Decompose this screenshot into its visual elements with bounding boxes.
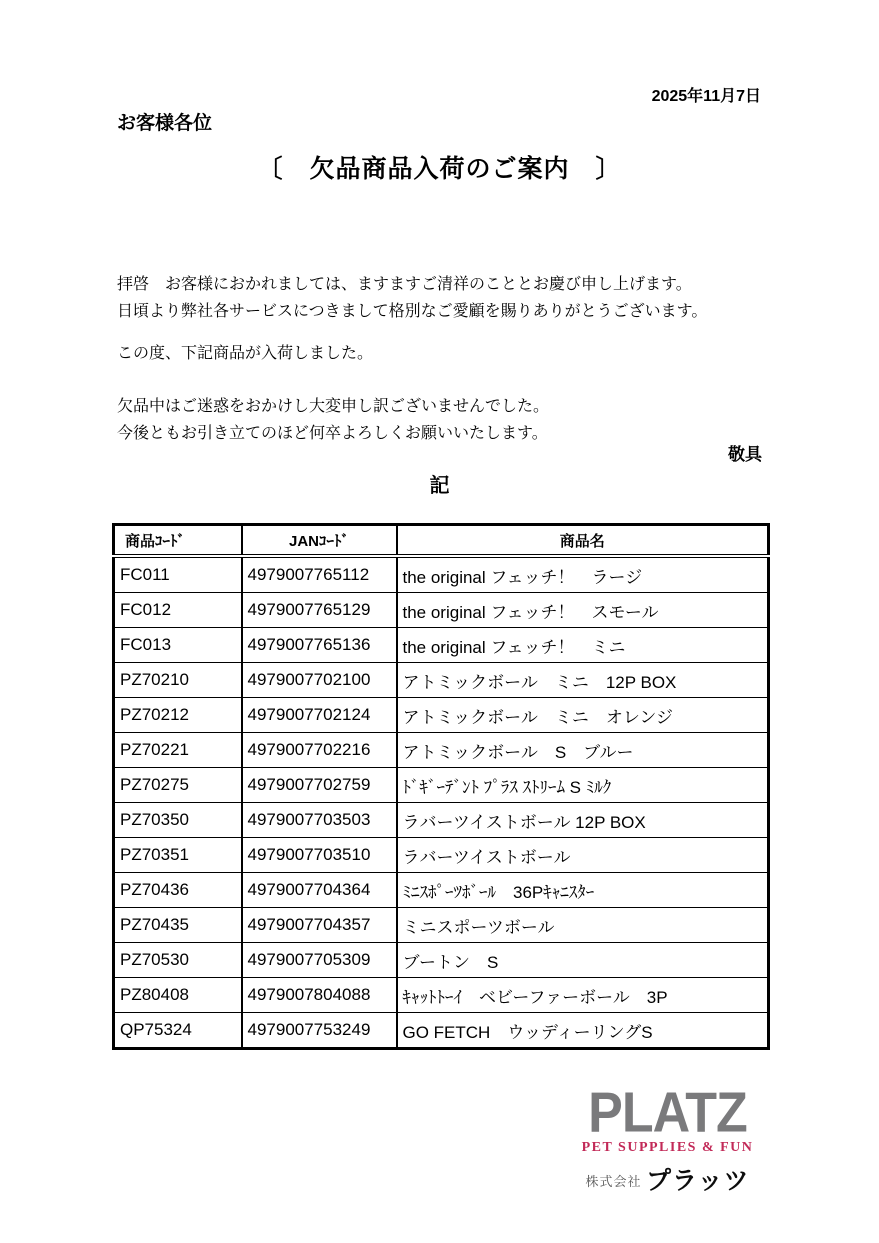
product-table (112, 523, 770, 1050)
company-logo (560, 1081, 775, 1195)
record-marker-ki: 記 (429, 475, 450, 497)
jan-code-cell: 4979007702759 (242, 768, 397, 803)
product-code-cell: PZ70221 (114, 733, 242, 768)
jan-code-header: JANｺｰﾄﾞ (242, 525, 397, 557)
product-name-cell: アトミックボール ミニ 12P BOX (397, 663, 769, 698)
company-name-line (560, 1169, 775, 1194)
arrival-notice-line: この度、下記商品が入荷しました。 (117, 345, 374, 362)
product-code-cell: PZ70435 (114, 908, 242, 943)
document-title: 〔 欠品商品入荷のご案内 〕 (257, 155, 622, 183)
jan-code-cell: 4979007704364 (242, 873, 397, 908)
product-name-cell: the original フェッチ！ ラージ (397, 556, 769, 593)
product-name-cell: アトミックボール ミニ オレンジ (397, 698, 769, 733)
product-code-cell: FC013 (114, 628, 242, 663)
product-name-cell: ブートン S (397, 943, 769, 978)
closing-keigu: 敬具 (728, 445, 762, 464)
product-name-cell: ﾐﾆｽﾎﾟｰﾂﾎﾞｰﾙ 36Pｷｬﾆｽﾀｰ (397, 873, 769, 908)
recipient-line: お客様各位 (117, 113, 213, 134)
apology-line-2: 今後ともお引き立てのほど何卒よろしくお願いいたします。 (117, 425, 548, 442)
apology-paragraph (117, 393, 549, 447)
product-code-cell: PZ70351 (114, 838, 242, 873)
apology-line-1: 欠品中はご迷惑をおかけし大変申し訳ございませんでした。 (117, 398, 550, 415)
jan-code-cell: 4979007804088 (242, 978, 397, 1013)
product-code-cell: PZ70210 (114, 663, 242, 698)
jan-code-cell: 4979007765136 (242, 628, 397, 663)
product-name-cell: ﾄﾞｷﾞｰﾃﾞﾝﾄ ﾌﾟﾗｽ ｽﾄﾘｰﾑ S ﾐﾙｸ (397, 768, 769, 803)
table-row (114, 733, 769, 768)
product-code-cell: PZ70530 (114, 943, 242, 978)
product-name-cell: ラバーツイストボール (397, 838, 769, 873)
product-name-cell: ミニスポーツボール (397, 908, 769, 943)
jan-code-cell: 4979007702124 (242, 698, 397, 733)
table-row (114, 838, 769, 873)
company-name: プラッツ (645, 1167, 750, 1195)
company-prefix: 株式会社 (585, 1174, 642, 1189)
product-code-cell: PZ70212 (114, 698, 242, 733)
greeting-line-2: 日頃より弊社各サービスにつきまして格別なご愛顧を賜りありがとうございます。 (117, 303, 708, 320)
jan-code-cell: 4979007703503 (242, 803, 397, 838)
greeting-paragraph (117, 271, 707, 325)
product-name-cell: GO FETCH ウッディーリングS (397, 1013, 769, 1049)
table-row (114, 593, 769, 628)
jan-code-cell: 4979007702216 (242, 733, 397, 768)
table-header-row (114, 525, 769, 557)
product-code-cell: PZ80408 (114, 978, 242, 1013)
product-code-cell: PZ70350 (114, 803, 242, 838)
product-name-header: 商品名 (397, 525, 769, 557)
product-name-cell: ラバーツイストボール 12P BOX (397, 803, 769, 838)
product-code-cell: FC011 (114, 556, 242, 593)
product-code-cell: QP75324 (114, 1013, 242, 1049)
jan-code-cell: 4979007753249 (242, 1013, 397, 1049)
jan-code-cell: 4979007702100 (242, 663, 397, 698)
table-row (114, 943, 769, 978)
jan-code-cell: 4979007765129 (242, 593, 397, 628)
table-row (114, 698, 769, 733)
table-row (114, 978, 769, 1013)
jan-code-cell: 4979007765112 (242, 556, 397, 593)
table-row (114, 628, 769, 663)
logo-tagline: PET SUPPLIES & FUN (581, 1140, 754, 1155)
product-table-body (114, 556, 769, 1049)
platz-logo-text: PLATZ (588, 1081, 747, 1145)
product-name-cell: the original フェッチ！ ミニ (397, 628, 769, 663)
table-row (114, 803, 769, 838)
product-code-cell: FC012 (114, 593, 242, 628)
greeting-line-1: 拝啓 お客様におかれましては、ますますご清祥のこととお慶び申し上げます。 (117, 276, 692, 293)
table-row (114, 1013, 769, 1049)
product-name-cell: アトミックボール S ブルー (397, 733, 769, 768)
jan-code-cell: 4979007703510 (242, 838, 397, 873)
table-row (114, 873, 769, 908)
product-name-cell: ｷｬｯﾄﾄｰｲ ベビーファーボール 3P (397, 978, 769, 1013)
table-row (114, 663, 769, 698)
document-date: 2025年11月7日 (651, 88, 761, 105)
product-code-cell: PZ70275 (114, 768, 242, 803)
table-row (114, 908, 769, 943)
product-code-cell: PZ70436 (114, 873, 242, 908)
table-row (114, 768, 769, 803)
product-code-header: 商品ｺｰﾄﾞ (114, 525, 242, 557)
jan-code-cell: 4979007705309 (242, 943, 397, 978)
table-row (114, 556, 769, 593)
jan-code-cell: 4979007704357 (242, 908, 397, 943)
product-name-cell: the original フェッチ！ スモール (397, 593, 769, 628)
